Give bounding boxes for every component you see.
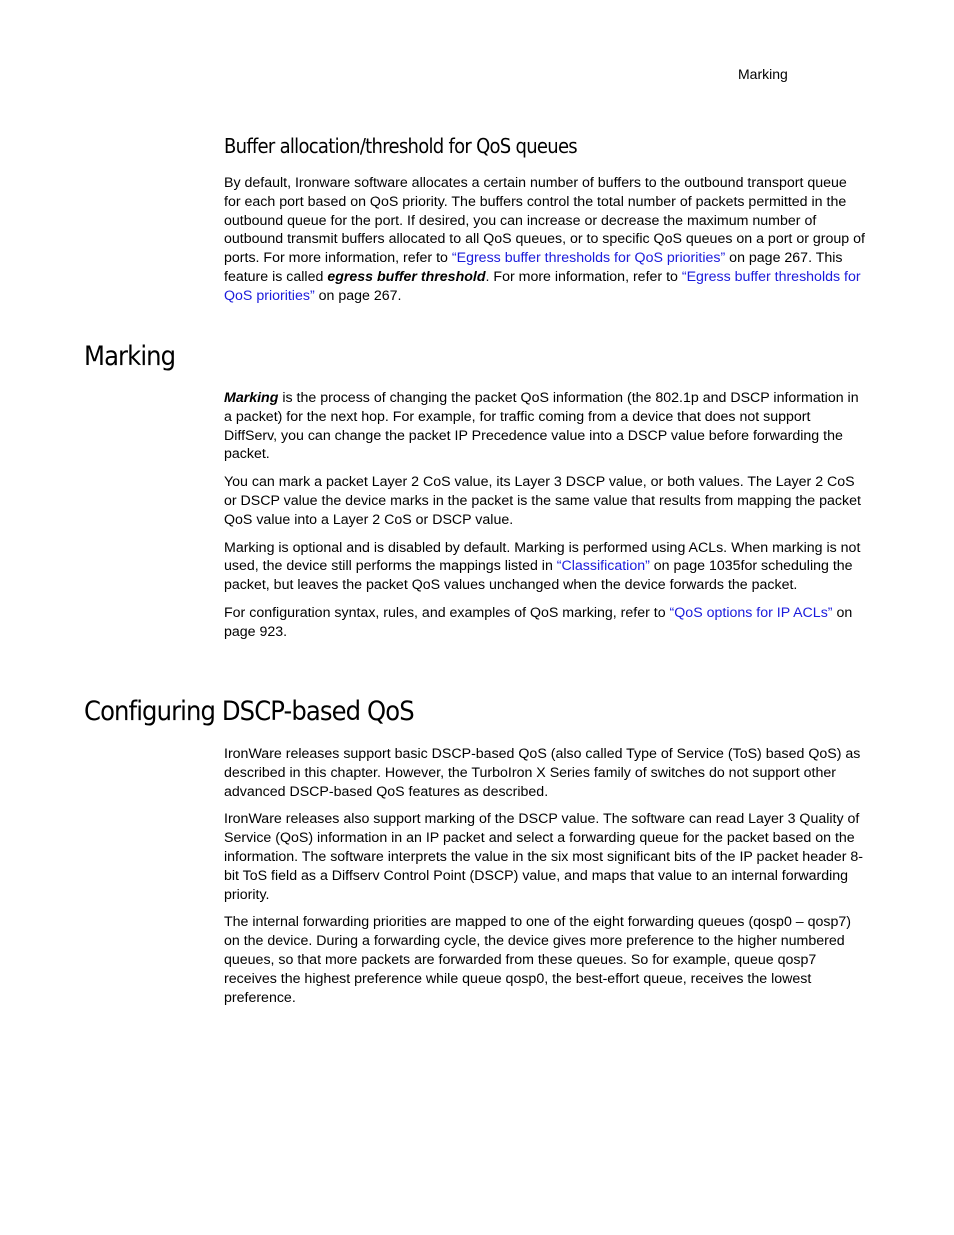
dscp-paragraph-1 — [224, 745, 867, 801]
egress-buffer-thresholds-link-1[interactable]: “Egress buffer thresholds for QoS priorities” — [451, 250, 726, 267]
classification-link[interactable]: “Classification” — [556, 558, 650, 575]
buffer-p1-text-b: on page 267. This feature is called — [224, 250, 843, 285]
dscp-p3-text: The internal forwarding priorities are mapped to one of the eight forwarding queues (qosp0 – qosp7) on the device. During a forwarding cycle, the device gives more preference to the higher numbered queues, so that more packets are forwarded from these queues. So for example, queue qosp7 receives the highest preference while queue qosp0, the best-effort queue, receives the lowest preference. — [224, 914, 851, 1006]
configuring-dscp-heading: Configuring DSCP-based QoS — [84, 696, 414, 727]
dscp-paragraph-3 — [224, 913, 867, 1007]
marking-p1-text: is the process of changing the packet QoS information (the 802.1p and DSCP information in a packet) for the next hop. For example, for traffic coming from a device that does not support DiffServ, you can change the packet IP Precedence value into a DSCP value before forwarding the packet. — [224, 390, 859, 463]
egress-buffer-threshold-term: egress buffer threshold — [327, 268, 486, 285]
dscp-body — [224, 745, 867, 1016]
buffer-allocation-body — [224, 174, 867, 315]
dscp-p2-text: IronWare releases also support marking of the DSCP value. The software can read Layer 3 Quality of Service (QoS) information in an IP packet and select a forwarding queue for the packet based on the information. The software interprets the value in the six most significant bits of the IP packet header 8-bit ToS field as a Diffserv Control Point (DSCP) value, and maps that value to an internal forwarding priority. — [224, 811, 864, 903]
qos-options-ip-acls-link[interactable]: “QoS options for IP ACLs” — [669, 604, 833, 621]
marking-body — [224, 389, 867, 651]
buffer-paragraph-1 — [224, 174, 867, 306]
marking-p4-text-a: For configuration syntax, rules, and examples of QoS marking, refer to — [224, 604, 670, 621]
marking-p2-text: You can mark a packet Layer 2 CoS value, its Layer 3 DSCP value, or both values. The Layer 2 CoS or DSCP value the device marks in the packet is the same value that results from mapping the packet QoS value into a Layer 2 CoS or DSCP value. — [224, 474, 861, 528]
egress-buffer-thresholds-link-2[interactable]: “Egress buffer thresholds for QoS priorities” — [224, 268, 861, 304]
marking-heading: Marking — [84, 341, 176, 372]
dscp-p1-text: IronWare releases support basic DSCP-based QoS (also called Type of Service (ToS) based QoS) as described in this chapter. However, the TurboIron X Series family of switches do not support other advanced DSCP-based QoS features as described. — [224, 746, 861, 800]
marking-paragraph-3 — [224, 539, 867, 595]
buffer-p1-text-d: on page 267. — [314, 287, 402, 304]
marking-paragraph-2 — [224, 473, 867, 529]
buffer-p1-text-a: By default, Ironware software allocates a certain number of buffers to the outbound transport queue for each port based on QoS priority. The buffers control the total number of packets permitted in the outbound queue for the port. If desired, you can increase or decrease the maximum number of outbound transmit buffers allocated to all QoS queues, or to specific QoS queues on a port or group of ports. For more information, refer to — [224, 175, 865, 267]
marking-p3-text-a: Marking is optional and is disabled by default. Marking is performed using ACLs. When marking is not used, the device still performs the mappings listed in — [224, 539, 861, 575]
marking-paragraph-4 — [224, 604, 867, 642]
running-header: Marking — [738, 66, 788, 82]
buffer-allocation-heading: Buffer allocation/threshold for QoS queues — [224, 134, 577, 158]
marking-paragraph-1 — [224, 389, 867, 464]
marking-term: Marking — [224, 390, 279, 406]
marking-p4-text-b: on page 923. — [224, 604, 853, 640]
marking-p3-text-b: on page 1035for scheduling the packet, but leaves the packet QoS values unchanged when the device forwards the packet. — [224, 558, 853, 594]
buffer-p1-text-c: . For more information, refer to — [485, 268, 682, 285]
dscp-paragraph-2 — [224, 810, 867, 904]
